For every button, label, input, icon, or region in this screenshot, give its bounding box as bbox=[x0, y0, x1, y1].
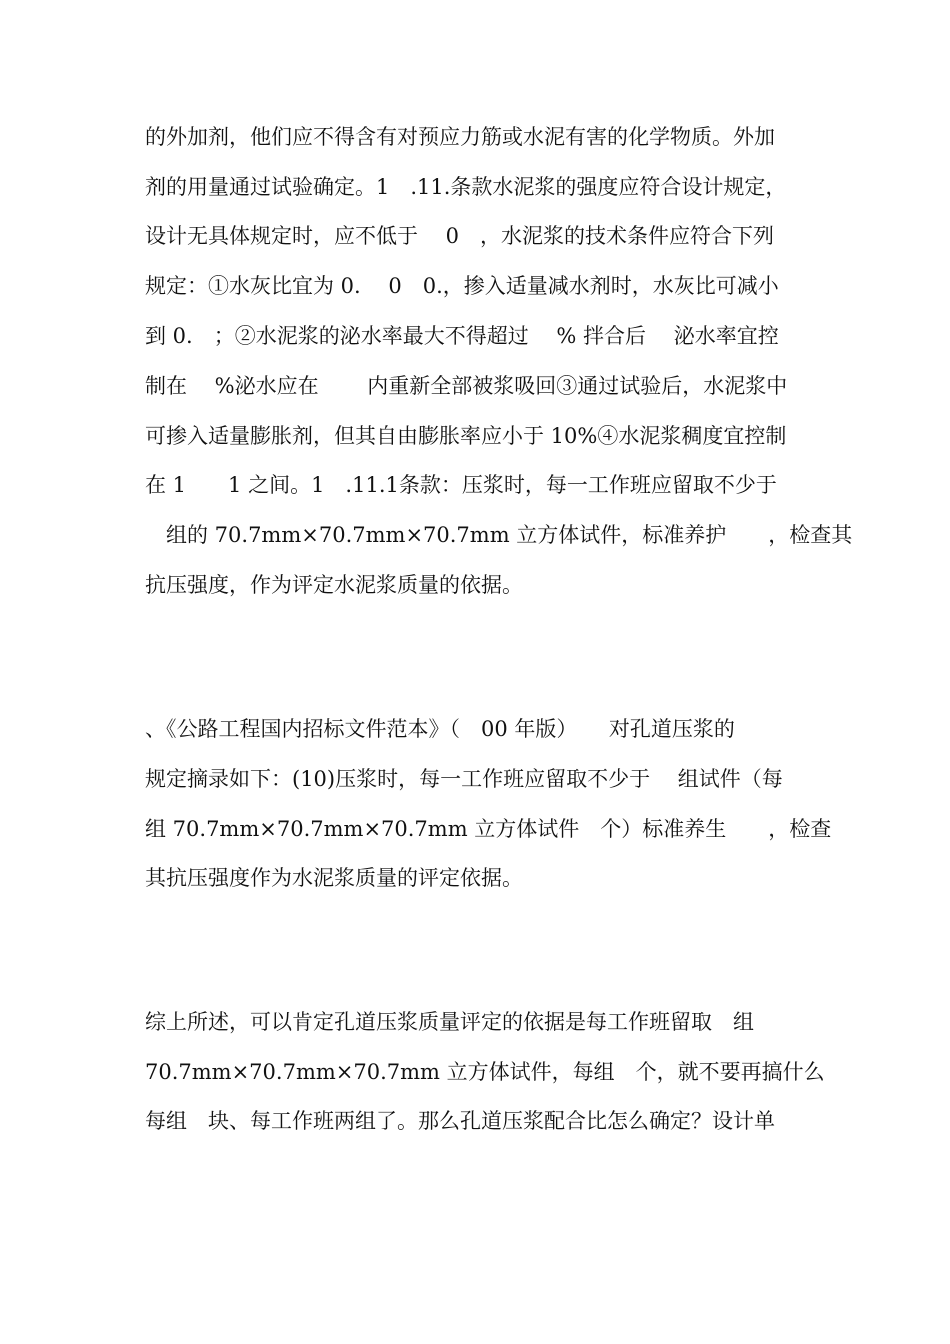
text-line: 规定：①水灰比宜为 0. 0 0.，掺入适量减水剂时，水灰比可减小 bbox=[145, 274, 779, 298]
text-line: 其抗压强度作为水泥浆质量的评定依据。 bbox=[145, 866, 523, 890]
text-line: 每组 块、每工作班两组了。那么孔道压浆配合比怎么确定？设计单 bbox=[145, 1109, 775, 1133]
text-line: 抗压强度，作为评定水泥浆质量的依据。 bbox=[145, 573, 523, 597]
text-line: 综上所述，可以肯定孔道压浆质量评定的依据是每工作班留取 组 bbox=[145, 1010, 754, 1034]
text-line: 组 70.7mm×70.7mm×70.7mm 立方体试件 个）标准养生 ，检查 bbox=[145, 817, 832, 841]
text-line: 的外加剂，他们应不得含有对预应力筋或水泥有害的化学物质。外加 bbox=[145, 125, 775, 149]
text-line: 制在 %泌水应在 内重新全部被浆吸回③通过试验后，水泥浆中 bbox=[145, 374, 788, 398]
text-line: 设计无具体规定时，应不低于 0 ，水泥浆的技术条件应符合下列 bbox=[145, 224, 775, 248]
text-line: 规定摘录如下：(10)压浆时，每一工作班应留取不少于 组试件（每 bbox=[145, 767, 783, 791]
text-line: 剂的用量通过试验确定。1 .11.条款水泥浆的强度应符合设计规定， bbox=[145, 175, 787, 199]
text-line: 在 1 1 之间。1 .11.1条款：压浆时，每一工作班应留取不少于 bbox=[145, 473, 777, 497]
text-line: 组的 70.7mm×70.7mm×70.7mm 立方体试件，标准养护 ，检查其 bbox=[145, 523, 853, 547]
text-line: 、《公路工程国内招标文件范本》（ 00 年版） 对孔道压浆的 bbox=[145, 717, 735, 741]
text-line: 到 0. ；②水泥浆的泌水率最大不得超过 % 拌合后 泌水率宜控 bbox=[145, 324, 779, 348]
text-line: 可掺入适量膨胀剂，但其自由膨胀率应小于 10%④水泥浆稠度宜控制 bbox=[145, 424, 787, 448]
text-line: 70.7mm×70.7mm×70.7mm 立方体试件，每组 个，就不要再搞什么 bbox=[145, 1060, 825, 1084]
